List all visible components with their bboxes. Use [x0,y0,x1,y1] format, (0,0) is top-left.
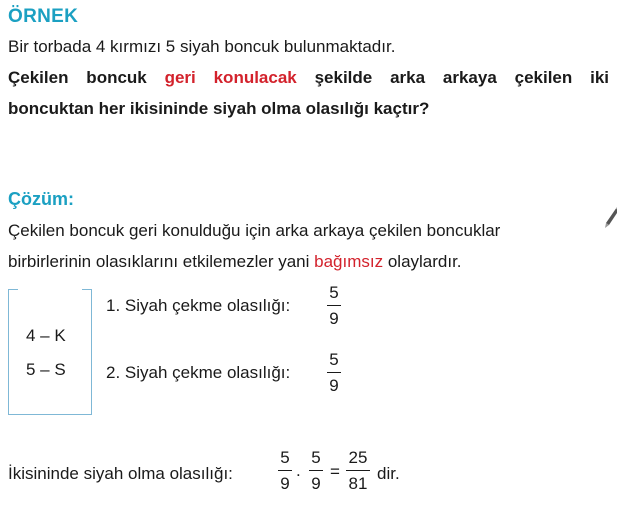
final-label: İkisininde siyah olma olasılığı: [8,464,233,483]
result-fraction [346,448,370,494]
problem-text-line-1: Bir torbada 4 kırmızı 5 siyah boncuk bulunmaktadır. [8,37,396,56]
red-bead-count: 4 – K [26,326,66,345]
draw-2-label: 2. Siyah çekme olasılığı: [106,363,291,382]
example-heading: ÖRNEK [8,6,79,27]
solution-text-line-1: Çekilen boncuk geri konulduğu için arka arkaya çekilen boncuklar [8,221,501,240]
final-fraction-2-denominator: 9 [311,474,321,493]
draw-1-denominator: 9 [329,309,339,328]
solution-heading: Çözüm: [8,189,74,209]
solution-highlight: bağımsız [314,252,384,271]
result-numerator: 25 [348,448,368,467]
draw-2-numerator: 5 [329,350,339,369]
final-fraction-1-numerator: 5 [280,448,290,467]
bag-box-rim-left [8,289,18,290]
solution-text-line-2 [8,252,462,272]
solution-line-2-end: olaylardır. [383,252,462,271]
final-fraction-2 [309,448,323,494]
result-suffix: dir. [377,464,400,483]
draw-1-numerator: 5 [329,283,339,302]
problem-line-2-end: şekilde arka arkaya çekilen iki [296,68,609,87]
problem-text-line-3: boncuktan her ikisininde siyah olma olasılığı kaçtır? [8,99,430,118]
bag-box [8,289,92,415]
problem-text-line-2 [8,68,609,88]
result-denominator: 81 [348,474,368,493]
multiply-dot: . [296,461,301,480]
draw-1-fraction [327,283,341,329]
fraction-bar [309,470,323,471]
equals-sign: = [330,462,340,481]
bag-box-rim-right [82,289,92,290]
draw-2-denominator: 9 [329,376,339,395]
final-fraction-1-denominator: 9 [280,474,290,493]
draw-2-fraction [327,350,341,396]
fraction-bar [327,372,341,373]
final-fraction-2-numerator: 5 [311,448,321,467]
black-bead-count: 5 – S [26,360,66,379]
problem-line-2-start: Çekilen boncuk [8,68,165,87]
fraction-bar [327,305,341,306]
fraction-bar [346,470,370,471]
solution-line-2-start: birbirlerinin olasıklarını etkilemezler yani [8,252,315,271]
draw-1-label: 1. Siyah çekme olasılığı: [106,296,291,315]
final-fraction-1 [278,448,292,494]
fraction-bar [278,470,292,471]
pen-icon [603,207,617,229]
problem-highlight: geri konulacak [164,68,297,87]
